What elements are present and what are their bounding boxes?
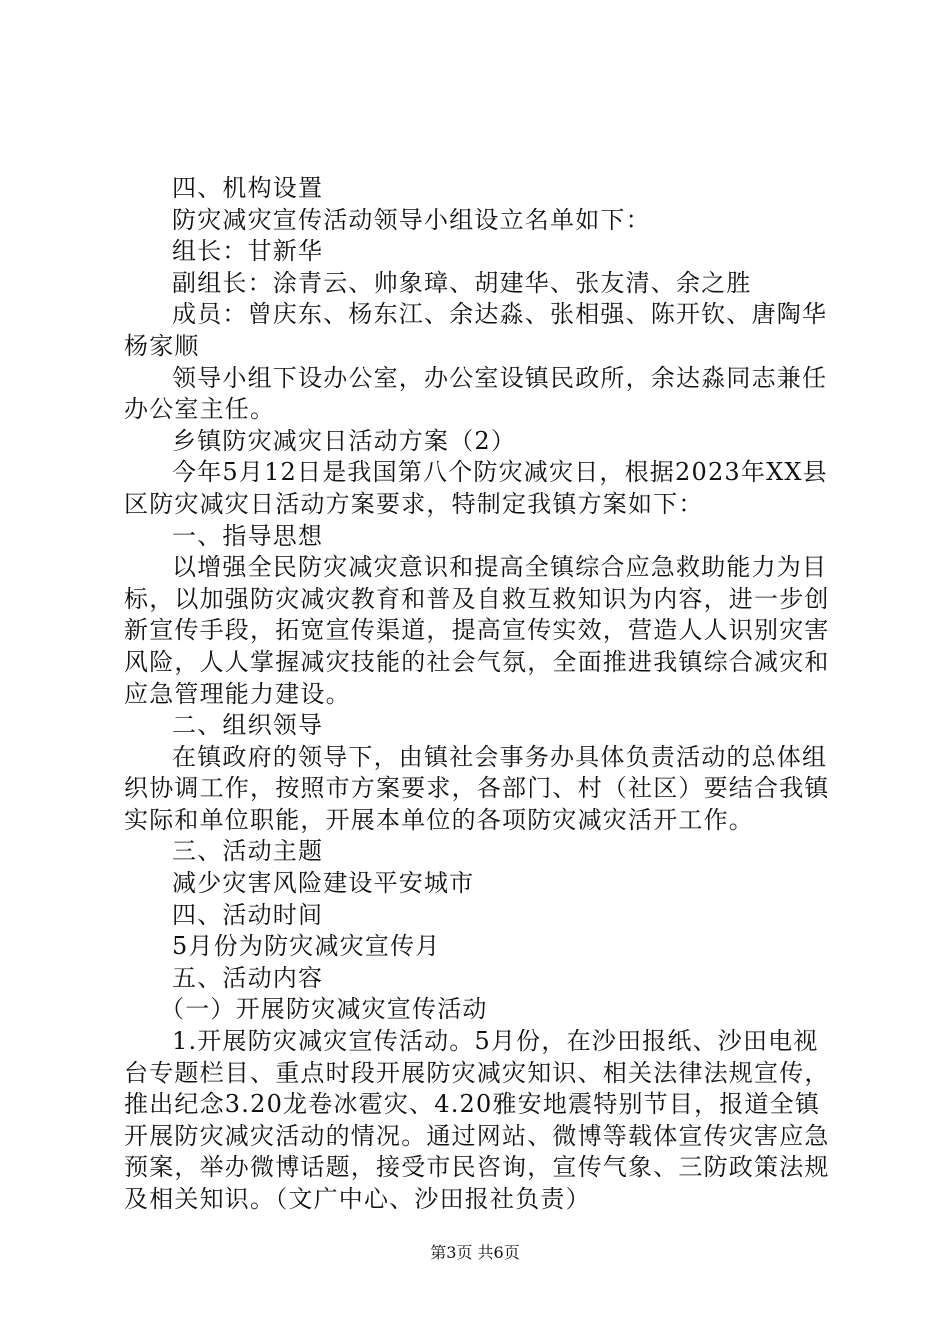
paragraph: 防灾减灾宣传活动领导小组设立名单如下： [172,205,651,234]
paragraph: 成员：曾庆东、杨东江、余达淼、张相强、陈开钦、唐陶华杨家顺 [124,300,828,360]
paragraph: 以增强全民防灾减灾意识和提高全镇综合应急救助能力为目标，以加强防灾减灾教育和普及自救互救知识为内容，进一步创新宣传手段，拓宽宣传渠道，提高宣传实效，营造人人识别灾害风险，人人掌握减灾技能的社会气氛，全面推进我镇综合减灾和应急管理能力建设。 [124,553,830,708]
section-heading: 四、活动时间 [172,900,324,929]
paragraph: 5月份为防灾减灾宣传月 [172,932,441,961]
subsection-heading: （一）开展防灾减灾宣传活动 [160,995,488,1024]
page-footer: 第3页 共6页 [430,1243,520,1262]
section-heading: 五、活动内容 [172,963,324,992]
paragraph: 组长：甘新华 [172,237,324,266]
section-heading: 二、组织领导 [172,711,324,740]
document-body [124,173,840,1216]
paragraph: 副组长：涂青云、帅象璋、胡建华、张友清、余之胜 [172,268,752,297]
paragraph: 在镇政府的领导下，由镇社会事务办具体负责活动的总体组织协调工作，按照市方案要求，各部门、村（社区）要结合我镇实际和单位职能，开展本单位的各项防灾减灾活开工作。 [124,742,830,834]
document-subtitle: 乡镇防灾减灾日活动方案（2） [172,426,517,455]
paragraph: 今年5月12日是我国第八个防灾减灾日，根据2023年XX县区防灾减灾日活动方案要求，特制定我镇方案如下： [124,458,828,518]
section-heading: 四、机构设置 [172,174,324,202]
section-heading: 三、活动主题 [172,837,324,866]
paragraph: 领导小组下设办公室，办公室设镇民政所，余达淼同志兼任办公室主任。 [124,363,828,424]
paragraph: 1.开展防灾减灾宣传活动。5月份，在沙田报纸、沙田电视台专题栏目、重点时段开展防灾减灾知识、相关法律法规宣传，推出纪念3.20龙卷冰雹灾、4.20雅安地震特别节目，报道全镇开展防灾减灾活动的情况。通过网站、微博等载体宣传灾害应急预案，举办微博话题，接受市民咨询，宣传气象、三防政策法规及相关知识。（文广中心、沙田报社负责） [124,1027,830,1213]
paragraph: 减少灾害风险建设平安城市 [172,869,475,898]
section-heading: 一、指导思想 [172,521,324,550]
